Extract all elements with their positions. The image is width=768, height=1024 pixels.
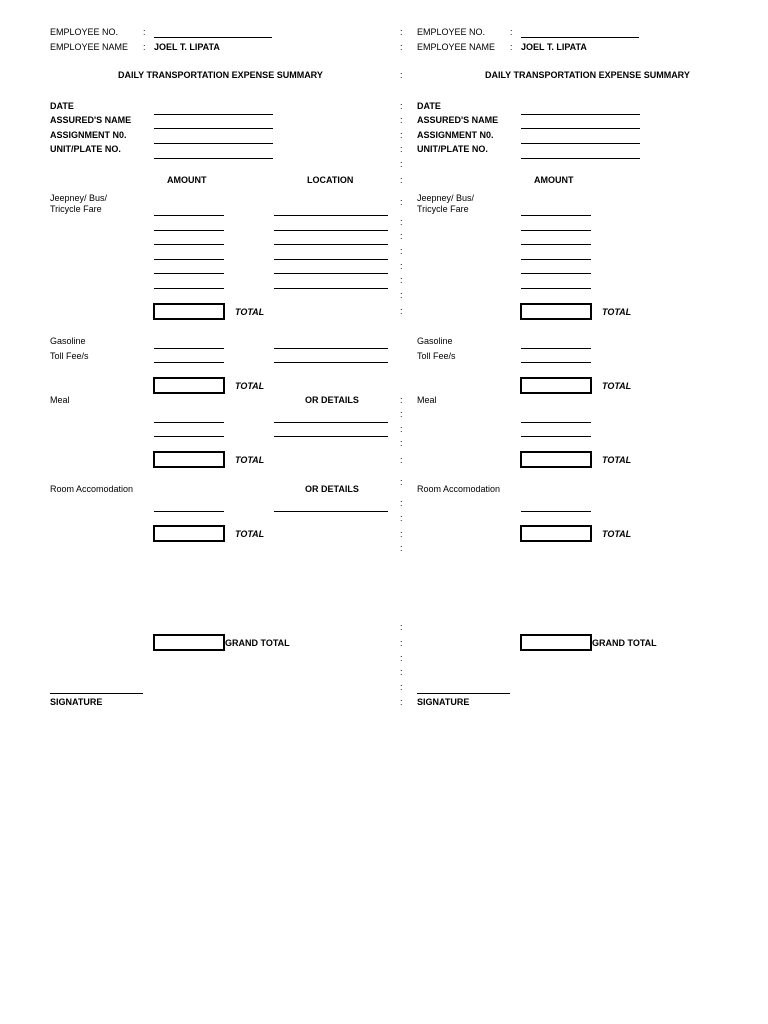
fare-total-box[interactable] [520,303,592,320]
expense-form-right [367,0,767,1024]
room-total-box[interactable] [520,525,592,542]
unit-plate-label: UNIT/PLATE NO. [50,144,121,154]
fare-amount-field[interactable] [154,215,224,216]
separator-colon: : [400,130,403,140]
meal-label: Meal [50,395,70,405]
fare-amount-field[interactable] [521,259,591,260]
form-title: DAILY TRANSPORTATION EXPENSE SUMMARY [118,70,323,80]
employee-no-label: EMPLOYEE NO. [417,27,486,37]
gas-toll-total-box[interactable] [520,377,592,394]
unit-plate-label: UNIT/PLATE NO. [417,144,488,154]
separator-colon: : [400,682,403,692]
meal-or-details-header: OR DETAILS [305,395,359,405]
assignment-no-field[interactable] [521,143,640,144]
date-field[interactable] [521,114,640,115]
fare-amount-field[interactable] [154,259,224,260]
assignment-no-label: ASSIGNMENT N0. [50,130,127,140]
assured-name-field[interactable] [154,128,273,129]
meal-amount-field[interactable] [154,422,224,423]
room-total-label: TOTAL [602,529,632,539]
assured-name-label: ASSURED'S NAME [417,115,499,125]
separator-colon: : [400,144,403,154]
fare-total-box[interactable] [153,303,225,320]
tricycle-label: Tricycle Fare [417,204,469,214]
separator-colon: : [400,498,403,508]
fare-amount-field[interactable] [154,288,224,289]
separator-colon: : [400,217,403,227]
separator-colon: : [400,477,403,487]
employee-no-label: EMPLOYEE NO. [50,27,119,37]
tricycle-label: Tricycle Fare [50,204,102,214]
employee-name-label: EMPLOYEE NAME [50,42,129,52]
form-title: DAILY TRANSPORTATION EXPENSE SUMMARY [485,70,690,80]
toll-amount-field[interactable] [154,362,224,363]
gasoline-label: Gasoline [417,336,453,346]
separator-colon: : [400,667,403,677]
room-amount-field[interactable] [154,511,224,512]
employee-no-colon: : [143,27,146,37]
separator-colon: : [400,424,403,434]
grand-total-label: GRAND TOTAL [225,638,290,648]
fare-amount-field[interactable] [154,244,224,245]
grand-total-box[interactable] [520,634,592,651]
room-total-box[interactable] [153,525,225,542]
room-label: Room Accomodation [417,484,501,494]
jeepney-label: Jeepney/ Bus/ [417,193,475,203]
separator-colon: : [400,409,403,419]
meal-total-box[interactable] [520,451,592,468]
separator-colon: : [400,395,403,405]
assignment-no-label: ASSIGNMENT N0. [417,130,494,140]
employee-no-colon: : [510,27,513,37]
separator-colon: : [400,275,403,285]
employee-name-label: EMPLOYEE NAME [417,42,496,52]
fare-amount-field[interactable] [521,273,591,274]
separator-colon: : [400,513,403,523]
location-header: LOCATION [307,175,354,185]
meal-amount-field[interactable] [521,422,591,423]
unit-plate-field[interactable] [521,158,640,159]
separator-colon: : [400,697,403,707]
separator-colon: : [400,306,403,316]
separator-colon: : [400,653,403,663]
fare-amount-field[interactable] [521,215,591,216]
separator-colon: : [400,455,403,465]
meal-total-box[interactable] [153,451,225,468]
date-field[interactable] [154,114,273,115]
unit-plate-field[interactable] [154,158,273,159]
gasoline-amount-field[interactable] [521,348,591,349]
separator-colon: : [400,175,403,185]
separator-colon: : [400,543,403,553]
meal-label: Meal [417,395,437,405]
signature-line[interactable] [417,693,510,694]
gas-toll-total-box[interactable] [153,377,225,394]
assured-name-field[interactable] [521,128,640,129]
employee-no-field[interactable] [154,37,272,38]
separator-colon: : [400,438,403,448]
signature-line[interactable] [50,693,143,694]
assured-name-label: ASSURED'S NAME [50,115,132,125]
toll-fee-label: Toll Fee/s [417,351,456,361]
signature-label: SIGNATURE [417,697,470,707]
signature-label: SIGNATURE [50,697,103,707]
separator-colon: : [400,231,403,241]
gas-toll-total-label: TOTAL [602,381,632,391]
grand-total-label: GRAND TOTAL [592,638,657,648]
meal-amount-field[interactable] [154,436,224,437]
fare-amount-field[interactable] [521,230,591,231]
employee-name-value: JOEL T. LIPATA [154,42,220,52]
separator-colon: : [400,246,403,256]
fare-amount-field[interactable] [154,230,224,231]
gasoline-amount-field[interactable] [154,348,224,349]
jeepney-label: Jeepney/ Bus/ [50,193,108,203]
separator-colon: : [400,197,403,207]
employee-name-value: JOEL T. LIPATA [521,42,587,52]
gasoline-label: Gasoline [50,336,86,346]
meal-total-label: TOTAL [235,455,265,465]
fare-amount-field[interactable] [521,244,591,245]
employee-no-field[interactable] [521,37,639,38]
separator-colon: : [400,101,403,111]
fare-total-label: TOTAL [235,307,265,317]
room-amount-field[interactable] [521,511,591,512]
room-label: Room Accomodation [50,484,134,494]
separator-colon: : [400,261,403,271]
room-total-label: TOTAL [235,529,265,539]
separator-colon: : [400,42,403,52]
employee-name-colon: : [510,42,513,52]
separator-colon: : [400,622,403,632]
fare-amount-field[interactable] [521,288,591,289]
fare-total-label: TOTAL [602,307,632,317]
column-separator [398,0,410,1024]
amount-header: AMOUNT [534,175,574,185]
separator-colon: : [400,159,403,169]
separator-colon: : [400,290,403,300]
separator-colon: : [400,27,403,37]
date-label: DATE [50,101,74,111]
separator-colon: : [400,638,403,648]
meal-amount-field[interactable] [521,436,591,437]
fare-amount-field[interactable] [154,273,224,274]
separator-colon: : [400,70,403,80]
employee-name-colon: : [143,42,146,52]
toll-amount-field[interactable] [521,362,591,363]
separator-colon: : [400,115,403,125]
gas-toll-total-label: TOTAL [235,381,265,391]
assignment-no-field[interactable] [154,143,273,144]
grand-total-box[interactable] [153,634,225,651]
date-label: DATE [417,101,441,111]
amount-header: AMOUNT [167,175,207,185]
toll-fee-label: Toll Fee/s [50,351,89,361]
meal-total-label: TOTAL [602,455,632,465]
separator-colon: : [400,529,403,539]
room-or-details-header: OR DETAILS [305,484,359,494]
